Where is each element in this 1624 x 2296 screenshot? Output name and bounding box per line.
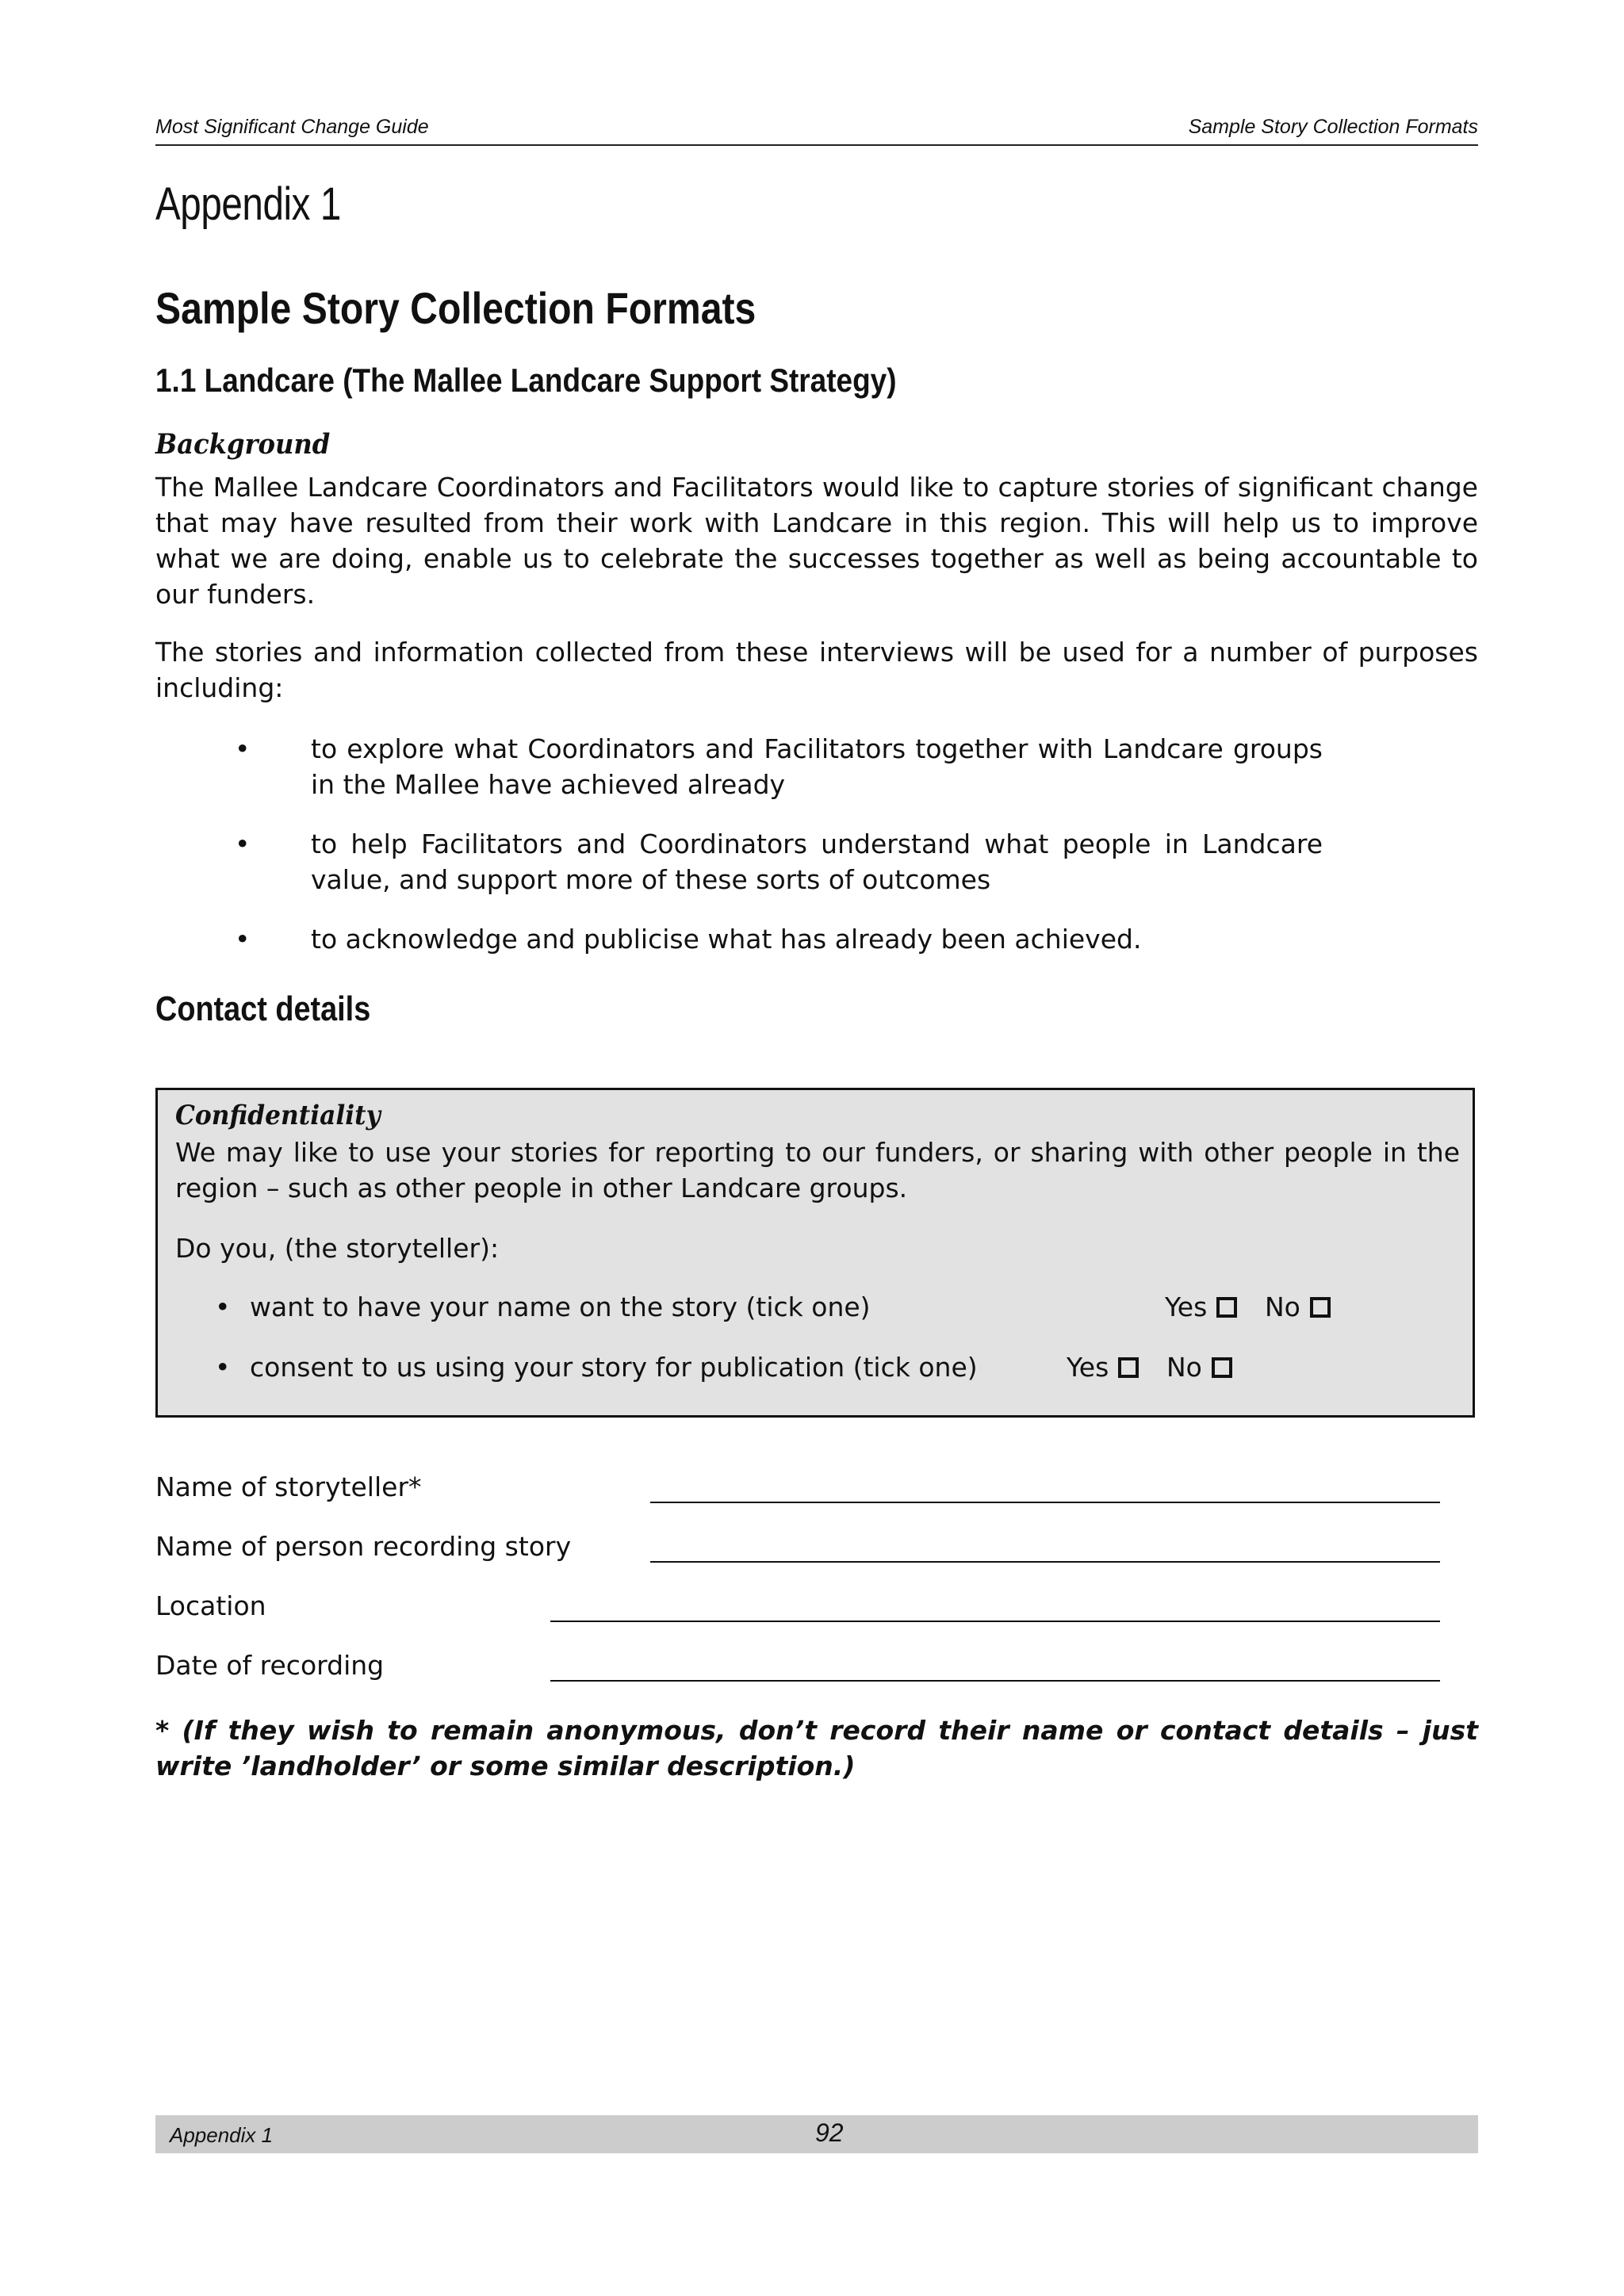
appendix-title: Appendix 1 — [155, 178, 341, 230]
storyteller-name-field — [155, 1471, 1440, 1511]
checkbox-icon[interactable] — [1310, 1297, 1331, 1318]
bullet-icon: • — [215, 1352, 231, 1383]
checkbox-icon[interactable] — [1216, 1297, 1237, 1318]
location-field — [155, 1590, 1440, 1630]
background-heading: Background — [155, 428, 331, 461]
location-input-line[interactable] — [550, 1621, 1440, 1622]
section-title: 1.1 Landcare (The Mallee Landcare Support Strategy) — [155, 362, 897, 399]
yes-label: Yes — [1165, 1292, 1208, 1322]
no-label: No — [1166, 1352, 1202, 1383]
purposes-list — [155, 731, 1323, 981]
recorder-name-input-line[interactable] — [650, 1561, 1440, 1563]
confidentiality-box — [155, 1088, 1475, 1418]
bullet-icon: • — [215, 1292, 231, 1322]
name-no-option[interactable] — [1265, 1292, 1331, 1322]
recorder-name-field — [155, 1531, 1440, 1571]
background-paragraph-1: The Mallee Landcare Coordinators and Facilitators would like to capture stories of significant change that may have resulted from their work with Landcare in this region. This will help us to improve what we are doing, enable us to celebrate the successes together as well as being accountable to our funders. — [155, 472, 1478, 610]
header-section-title: Sample Story Collection Formats — [1188, 116, 1478, 138]
header-guide-title: Most Significant Change Guide — [155, 116, 429, 138]
name-yes-option[interactable] — [1165, 1292, 1237, 1322]
list-item-text: to acknowledge and publicise what has already been achieved. — [311, 924, 1142, 955]
list-item-text: to explore what Coordinators and Facilitators together with Landcare groups in the Mallee have achieved already — [311, 733, 1323, 800]
contact-details-heading: Contact details — [155, 989, 371, 1028]
no-label: No — [1265, 1292, 1300, 1322]
field-label: Name of storyteller* — [155, 1471, 422, 1502]
checkbox-icon[interactable] — [1118, 1357, 1139, 1378]
storyteller-question: Do you, (the storyteller): — [175, 1233, 500, 1264]
yes-label: Yes — [1067, 1352, 1109, 1383]
page-title: Sample Story Collection Formats — [155, 283, 756, 333]
bullet-icon: • — [235, 924, 251, 955]
recording-date-field — [155, 1650, 1440, 1689]
page-footer — [155, 2115, 1478, 2153]
recording-date-input-line[interactable] — [550, 1680, 1440, 1682]
field-label: Location — [155, 1590, 266, 1621]
field-label: Date of recording — [155, 1650, 385, 1681]
list-item — [155, 826, 1323, 897]
question-text: want to have your name on the story (tick one) — [250, 1292, 871, 1322]
list-item — [155, 731, 1323, 802]
question-text: consent to us using your story for publication (tick one) — [250, 1352, 978, 1383]
list-item-text: to help Facilitators and Coordinators understand what people in Landcare value, and support more of these sorts of outcomes — [311, 828, 1323, 895]
storyteller-name-input-line[interactable] — [650, 1502, 1440, 1503]
background-paragraph-2: The stories and information collected from these interviews will be used for a number of purposes including: — [155, 637, 1478, 703]
bullet-icon: • — [235, 733, 251, 764]
publication-no-option[interactable] — [1166, 1352, 1232, 1383]
anonymity-note: * (If they wish to remain anonymous, don’t record their name or contact details – just write ’landholder’ or some similar description.) — [155, 1715, 1478, 1781]
publication-yes-option[interactable] — [1067, 1352, 1139, 1383]
checkbox-icon[interactable] — [1212, 1357, 1232, 1378]
field-label: Name of person recording story — [155, 1531, 572, 1562]
confidentiality-heading: Confidentiality — [175, 1100, 381, 1131]
bullet-icon: • — [235, 828, 251, 859]
confidentiality-text: We may like to use your stories for reporting to our funders, or sharing with other people in the region – such as other people in other Landcare groups. — [175, 1137, 1460, 1203]
page-header — [155, 116, 1478, 146]
list-item — [155, 921, 1323, 957]
page-number: 92 — [815, 2118, 844, 2147]
publication-consent-question — [158, 1352, 1473, 1387]
name-on-story-question — [158, 1292, 1473, 1327]
footer-section-label: Appendix 1 — [170, 2123, 274, 2147]
